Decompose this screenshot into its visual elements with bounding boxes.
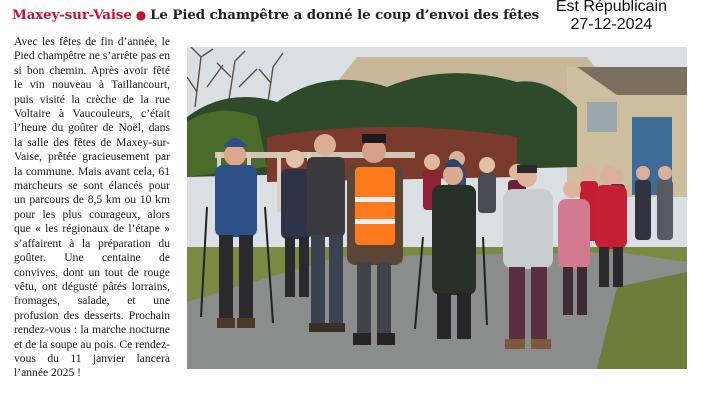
article-body: Avec les fêtes de fin d’année, le Pied champêtre ne s’arrête pas en si bon chemin. Après avoir fêté le vin nouveau à Taillancourt, puis visité la crèche de la rue Voltaire à Vaucouleurs, c’était l’heure du goûter de Noël, dans la salle des fêtes de Maxey-sur-Vaise, prêtée gracieusement par la commune. Mais avant cela, 61 marcheurs se sont élancés pour un parcours de 8,5 km ou 10 km pour les plus courageux, alors que « les régionaux de l’étape » s’affairent à la préparation du goûter. Une centaine de convives, dont un tout de rouge vêtu, ont dégusté pâtés lorrains, fromages, salade, et une profusion des desserts. Prochain rendez-vous : la marche nocturne et de la soupe au pois. Ce rendez-vous du 11 janvier lancera l’année 2025 ! — [14, 35, 170, 380]
headline-bullet-icon: ● — [135, 8, 147, 22]
newspaper-masthead — [556, 0, 667, 34]
building-window — [587, 102, 617, 132]
headline-title: Le Pied champêtre a donné le coup d’envoi des fêtes — [150, 7, 540, 23]
walkers-group-photo — [187, 47, 687, 369]
publication-date: 27-12-2024 — [570, 16, 653, 33]
article-headline — [12, 7, 539, 23]
newspaper-name: Est Républicain — [555, 0, 667, 15]
article-photo — [187, 47, 687, 369]
headline-location: Maxey-sur-Vaise — [12, 7, 132, 23]
